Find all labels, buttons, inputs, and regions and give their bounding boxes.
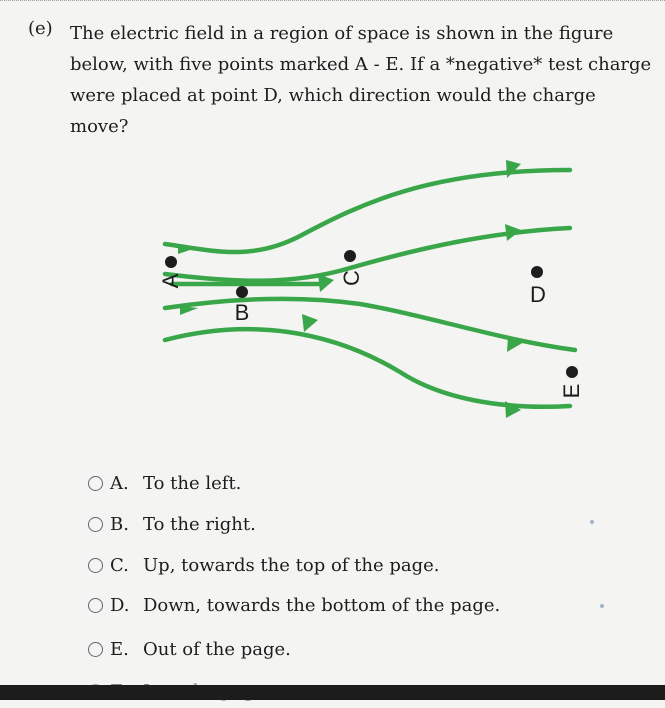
option-text: To the left. [143, 472, 242, 494]
point-c-dot [344, 250, 356, 262]
option-letter: C. [110, 554, 129, 576]
arrowhead [302, 314, 318, 332]
radio-button[interactable] [88, 476, 103, 491]
screen-speck [590, 520, 594, 524]
answer-options [0, 462, 665, 700]
option-text: Up, towards the top of the page. [143, 554, 440, 576]
arrowhead [318, 274, 334, 292]
option-letter: B. [110, 513, 129, 535]
option-text: Down, towards the bottom of the page. [143, 594, 501, 616]
question-block [0, 10, 665, 137]
option-text: To the right. [143, 513, 256, 535]
point-b-label: B [234, 300, 250, 325]
field-lines [165, 170, 575, 407]
option-letter: D. [110, 594, 130, 616]
option-d[interactable] [88, 588, 568, 622]
question-tag: (e) [28, 18, 53, 39]
field-line-1 [165, 170, 570, 252]
radio-button[interactable] [88, 558, 103, 573]
point-a-dot [165, 256, 177, 268]
arrowhead [180, 306, 198, 315]
field-diagram [0, 140, 665, 430]
point-e-dot [566, 366, 578, 378]
option-letter: E. [110, 638, 129, 660]
option-b[interactable] [88, 507, 568, 541]
question-text: The electric field in a region of space is shown in the figure below, with five points marked A - E. If a *negative* test charge were placed at point D, which direction would the charge move? [70, 23, 652, 137]
option-text: Out of the page. [143, 638, 291, 660]
option-e[interactable] [88, 632, 568, 666]
point-e-label: E [559, 383, 584, 399]
option-a[interactable] [88, 466, 568, 500]
screen-speck [600, 604, 604, 608]
bottom-edge [0, 685, 665, 700]
radio-button[interactable] [88, 598, 103, 613]
radio-button[interactable] [88, 642, 103, 657]
electric-field-figure [0, 140, 665, 430]
point-b-dot [236, 286, 248, 298]
point-d-dot [531, 266, 543, 278]
point-d-label: D [530, 282, 546, 307]
field-arrows [178, 160, 524, 418]
option-c[interactable] [88, 548, 568, 582]
top-divider [0, 0, 665, 7]
arrowhead [506, 160, 521, 178]
option-letter: A. [110, 472, 129, 494]
point-c-label: C [339, 270, 364, 286]
radio-button[interactable] [88, 517, 103, 532]
point-a-label: A [158, 273, 183, 289]
